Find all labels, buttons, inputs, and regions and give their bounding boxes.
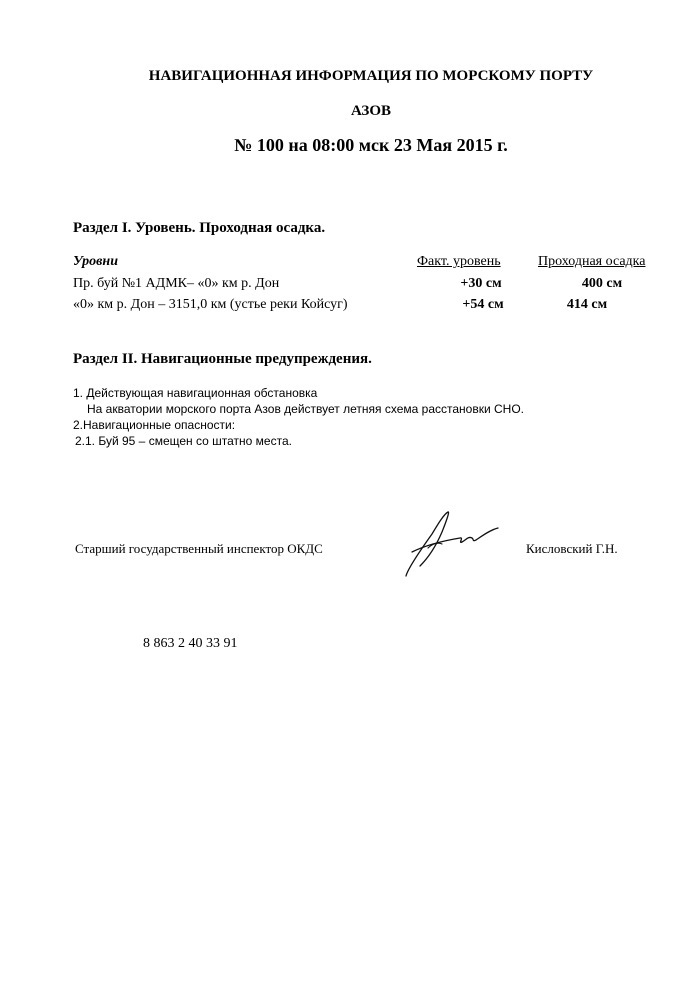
column-header-actual-level: Факт. уровень (417, 254, 501, 269)
row-passage-draft: 400 см (581, 276, 623, 291)
column-header-passage-draft: Проходная осадка (538, 254, 646, 269)
row-location-name: «0» км р. Дон – 3151,0 км (устье реки Койсуг) (73, 297, 348, 312)
signatory-position: Старший государственный инспектор ОКДС (75, 541, 323, 556)
warning-item: 2.1. Буй 95 – смещен со штатно места. (75, 434, 292, 448)
phone-number: 8 863 2 40 33 91 (143, 636, 238, 651)
document-title: НАВИГАЦИОННАЯ ИНФОРМАЦИЯ ПО МОРСКОМУ ПОРТУ (148, 68, 594, 84)
row-actual-level: +54 см (462, 297, 504, 312)
section2-heading: Раздел II. Навигационные предупреждения. (73, 351, 372, 367)
column-header-levels: Уровни (73, 254, 118, 269)
row-actual-level: +30 см (460, 276, 502, 291)
section1-heading: Раздел I. Уровень. Проходная осадка. (73, 220, 326, 236)
handwritten-signature (398, 508, 508, 580)
row-location-name: Пр. буй №1 АДМК– «0» км р. Дон (73, 276, 280, 291)
warning-item: 2.Навигационные опасности: (73, 418, 236, 432)
warning-item: 1. Действующая навигационная обстановка (73, 386, 318, 400)
signatory-name: Кисловский Г.Н. (526, 541, 618, 556)
row-passage-draft: 414 см (566, 297, 608, 312)
port-name: АЗОВ (350, 103, 392, 119)
report-number-line: № 100 на 08:00 мск 23 Мая 2015 г. (234, 135, 508, 155)
warning-item: На акватории морского порта Азов действует летняя схема расстановки СНО. (87, 402, 525, 416)
